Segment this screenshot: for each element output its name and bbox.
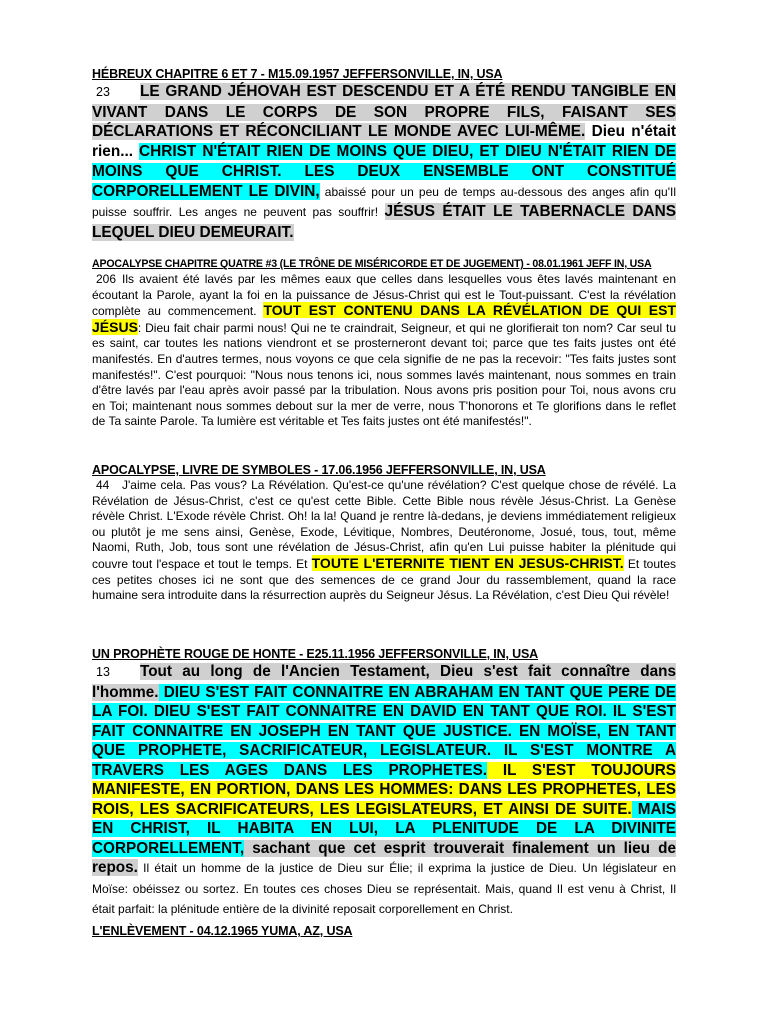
excerpt-header: UN PROPHÈTE ROUGE DE HONTE - E25.11.1956 JEFFERSONVILLE, IN, USA [92,647,539,661]
excerpt-paragraph [92,478,676,604]
highlighted-text: DIEU S'EST FAIT CONNAITRE EN ABRAHAM EN TANT QUE PERE DE LA FOI. DIEU S'EST FAIT CONNAITRE EN DAVID EN TANT QUE ROI. IL S'EST FAIT CONNAITRE EN JOSEPH EN TANT QUE JUSTICE. EN MOÏSE, EN TANT QUE PROPHETE, SACRIFICATEUR, LEGISLATEUR. IL S'EST MONTRE A TRAVERS LES AGES DANS LES PROPHETES. [92,683,676,779]
paragraph-number: 44 [96,478,110,492]
highlighted-text: Tout au long de l'Ancien Testament, Dieu s'est fait connaître dans l'homme. [92,663,676,701]
sermon-excerpt-2 [92,257,676,430]
excerpt-paragraph [92,272,676,430]
excerpt-header: L'ENLÈVEMENT - 04.12.1965 YUMA, AZ, USA [92,924,353,938]
excerpt-header: HÉBREUX CHAPITRE 6 ET 7 - M15.09.1957 JEFFERSONVILLE, IN, USA [92,67,503,81]
excerpt-paragraph [92,662,676,920]
highlighted-text: LE GRAND JÉHOVAH EST DESCENDU ET A ÉTÉ RENDU TANGIBLE EN VIVANT DANS LE CORPS DE SON PROPRE FILS, FAISANT SES DÉCLARATIONS ET RÉCONCILIANT LE MONDE AVEC LUI-MÊME. [92,83,676,141]
body-text: Dieu n'était rien... [92,123,676,161]
paragraph-number: 13 [96,665,110,679]
highlighted-text: IL S'EST TOUJOURS MANIFESTE, EN PORTION, DANS LES HOMMES: DANS LES PROPHETES, LES ROIS, LES SACRIFICATEURS, LES LEGISLATEURS, ET AINSI DE SUITE. [92,761,677,818]
highlighted-text: MAIS EN CHRIST, IL HABITA EN LUI, LA PLENITUDE DE LA DIVINITE CORPORELLEMENT, [92,800,676,857]
body-text: Il était un homme de la justice de Dieu sur Élie; il exprima la justice de Dieu. Un législateur en Moïse: obéissez ou sortez. En toutes ces choses Dieu se représentait. Mais, quand Il est venu à Christ, Il était parfait: la plénitude entière de la divinité reposait corporellement en Christ. [92,861,676,916]
body-text: Ils avaient été lavés par les mêmes eaux que celles dans lesquelles vous êtes lavés maintenant en écoutant la Parole, ayant la foi en la puissance de Jésus-Christ qui est le Tout-puissant. C'est la révélation complète au commencement. [92,272,676,319]
sermon-excerpt-5 [92,924,676,939]
sermon-excerpt-4 [92,647,676,920]
excerpt-header: APOCALYPSE CHAPITRE QUATRE #3 (LE TRÔNE DE MISÉRICORDE ET DE JUGEMENT) - 08.01.1961 JEFF IN, USA [92,258,652,270]
sermon-excerpt-1 [92,67,676,243]
paragraph-number: 23 [96,85,110,99]
highlighted-text: TOUTE L'ETERNITE TIENT EN JESUS-CHRIST. [311,554,624,571]
excerpt-header: APOCALYPSE, LIVRE DE SYMBOLES - 17.06.1956 JEFFERSONVILLE, IN, USA [92,463,546,477]
body-text: Et toutes ces petites choses ici ne sont que des semences de ce grand Jour du rassemblement, quand la race humaine sera introduite dans la résurrection auprès du Seigneur Jésus. La Révélation, c'est Dieu Qui révèle! [92,556,677,603]
highlighted-text: sachant que cet esprit trouverait finalement un lieu de repos. [92,839,676,876]
highlighted-text: CHRIST N'ÉTAIT RIEN DE MOINS QUE DIEU, ET DIEU N'ÉTAIT RIEN DE MOINS QUE CHRIST. LES DEUX ENSEMBLE ONT CONSTITUÉ CORPORELLEMENT LE DIVIN, [92,143,676,200]
body-text: abaissé pour un peu de temps au-dessous des anges afin qu'Il puisse souffrir. Les anges ne peuvent pas souffrir! [92,184,677,220]
excerpt-paragraph [92,82,676,243]
sermon-excerpt-3 [92,463,676,604]
highlighted-text: TOUT EST CONTENU DANS LA RÉVÉLATION DE QUI EST JÉSUS [92,302,676,335]
highlighted-text: JÉSUS ÉTAIT LE TABERNACLE DANS LEQUEL DIEU DEMEURAIT. [92,203,676,241]
paragraph-number: 206 [96,272,117,286]
body-text: J'aime cela. Pas vous? La Révélation. Qu'est-ce qu'une révélation? C'est quelque chose de révélé. La Révélation de Jésus-Christ, c'est ce qu'est cette Bible. Cette Bible nous révèle Jésus-Christ. La Genèse révèle Christ. L'Exode révèle Christ. Oh! la la! Quand je rentre là-dedans, je deviens immédiatement religieux ou plutôt je me sens ainsi, Genèse, Exode, Lévitique, Nombres, Deutéronome, Josué, tous, tout, même Naomi, Ruth, Job, tous sont une révélation de Jésus-Christ, afin qu'en Lui puisse habiter la plénitude qui couvre tout l'espace et tout le temps. Et [92,478,676,571]
body-text: : Dieu fait chair parmi nous! Qui ne te craindrait, Seigneur, et qui ne glorifierait ton nom? Car seul tu es saint, car toutes les nations viendront et se prosterneront devant toi; parce que tes faits justes ont été manifestés. En d'autres termes, nous voyons ce que cela signifie de ne pas la recevoir: "Tes faits justes sont manifestés!". C'est pourquoi: "Nous nous tenons ici, nous sommes lavés maintenant, nous sommes en train d'être lavés par l'eau après avoir passé par la tribulation. Nous avons pris position pour Toi, nous avons cru en Toi; maintenant nous sommes debout sur la mer de verre, nous T'honorons et Te glorifions dans le reflet de Ta sainte Parole. Ta lumière est véritable et Tes faits justes ont été manifestés!". [92,320,676,429]
